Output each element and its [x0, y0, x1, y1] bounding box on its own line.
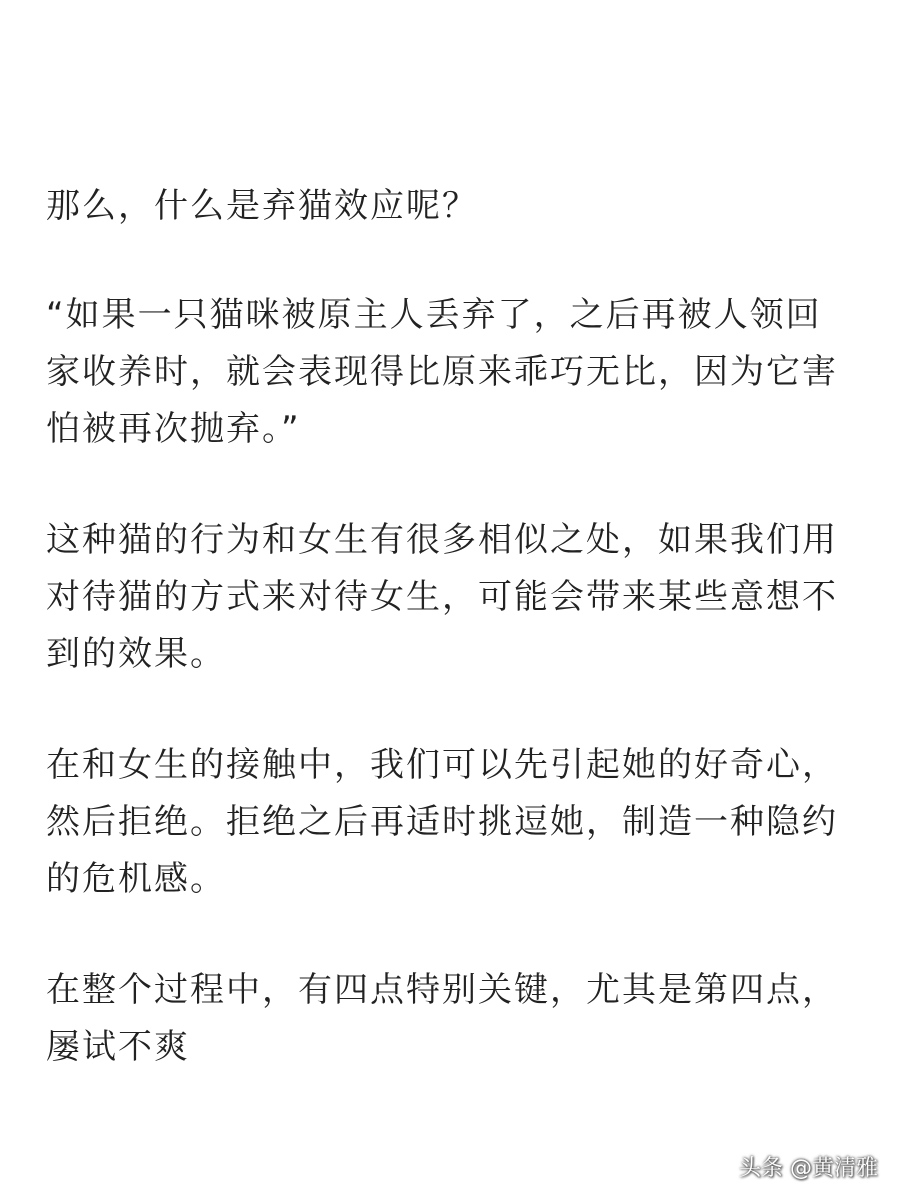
article-body — [46, 178, 858, 1130]
watermark: 头条 @黄清雅 — [739, 1156, 878, 1181]
paragraph-comparison: 这种猫的行为和女生有很多相似之处，如果我们用 对待猫的方式来对待女生，可能会带来某些意想不 到的效果。 — [46, 520, 838, 674]
paragraph-quote: “如果一只猫咪被原主人丢弃了，之后再被人领回 家收养时，就会表现得比原来乖巧无比，因为它害 怕被再次抛弃。” — [46, 295, 838, 449]
paragraph-method: 在和女生的接触中，我们可以先引起她的好奇心， 然后拒绝。拒绝之后再适时挑逗她，制造一种隐约 的危机感。 — [46, 745, 838, 899]
paragraph-question: 那么，什么是弃猫效应呢？ — [46, 186, 478, 226]
paragraph-key-points: 在整个过程中，有四点特别关键，尤其是第四点， 屡试不爽 — [46, 970, 838, 1067]
